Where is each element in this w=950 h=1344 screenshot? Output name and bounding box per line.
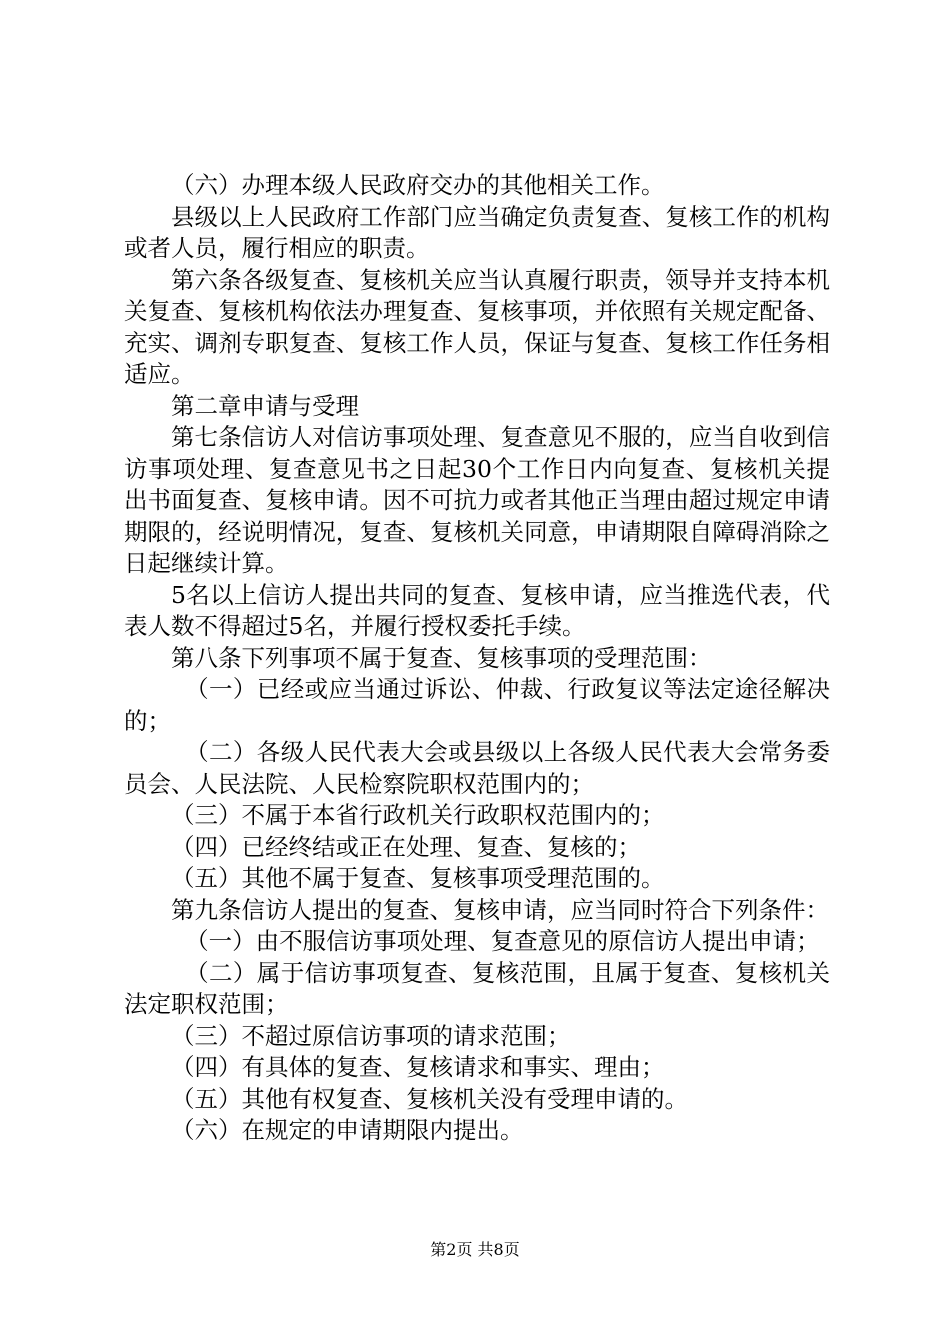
chapter-heading: 第二章申请与受理 [171,391,359,420]
list-item-9-5: （五）其他有权复查、复核机关没有受理申请的。 [171,1084,688,1113]
list-item-9-3: （三）不超过原信访事项的请求范围； [171,1021,571,1050]
list-item-8-3: （三）不属于本省行政机关行政职权范围内的； [171,801,665,829]
list-item-9-6: （六）在规定的申请期限内提出。 [171,1116,524,1144]
list-item-9-1: （一）由不服信访事项处理、复查意见的原信访人提出申请； [185,927,820,955]
paragraph-article-6: 第六条各级复查、复核机关应当认真履行职责，领导并支持本机关复查、复核机构依法办理复查、复核事项，并依照有关规定配备、充实、调剂专职复查、复核工作人员，保证与复查、复核工作任务相适应。 [124,265,830,388]
document-body [124,170,830,1147]
page-indicator: 第2页 共8页 [430,1240,520,1259]
list-item-8-1: （一）已经或应当通过诉讼、仲裁、行政复议等法定途径解决的； [124,675,830,735]
list-item-9-2: （二）属于信访事项复查、复核范围，且属于复查、复核机关法定职权范围； [124,958,830,1018]
paragraph-item-6: （六）办理本级人民政府交办的其他相关工作。 [171,171,665,199]
paragraph-article-8: 第八条下列事项不属于复查、复核事项的受理范围： [171,643,712,672]
paragraph-article-9: 第九条信访人提出的复查、复核申请，应当同时符合下列条件： [171,895,829,924]
list-item-8-2: （二）各级人民代表大会或县级以上各级人民代表大会常务委员会、人民法院、人民检察院职权范围内的； [124,738,830,798]
paragraph-county-departments: 县级以上人民政府工作部门应当确定负责复查、复核工作的机构或者人员，履行相应的职责。 [124,202,830,262]
list-item-8-5: （五）其他不属于复查、复核事项受理范围的。 [171,864,665,892]
page-footer [0,1240,950,1260]
paragraph-article-7: 第七条信访人对信访事项处理、复查意见不服的，应当自收到信访事项处理、复查意见书之日起30个工作日内向复查、复核机关提出书面复查、复核申请。因不可抗力或者其他正当理由超过规定申请期限的，经说明情况，复查、复核机关同意，申请期限自障碍消除之日起继续计算。 [124,423,830,577]
list-item-9-4: （四）有具体的复查、复核请求和事实、理由； [171,1053,665,1081]
paragraph-representatives: 5名以上信访人提出共同的复查、复核申请，应当推选代表，代表人数不得超过5名，并履行授权委托手续。 [124,580,830,640]
list-item-8-4: （四）已经终结或正在处理、复查、复核的； [171,832,641,861]
